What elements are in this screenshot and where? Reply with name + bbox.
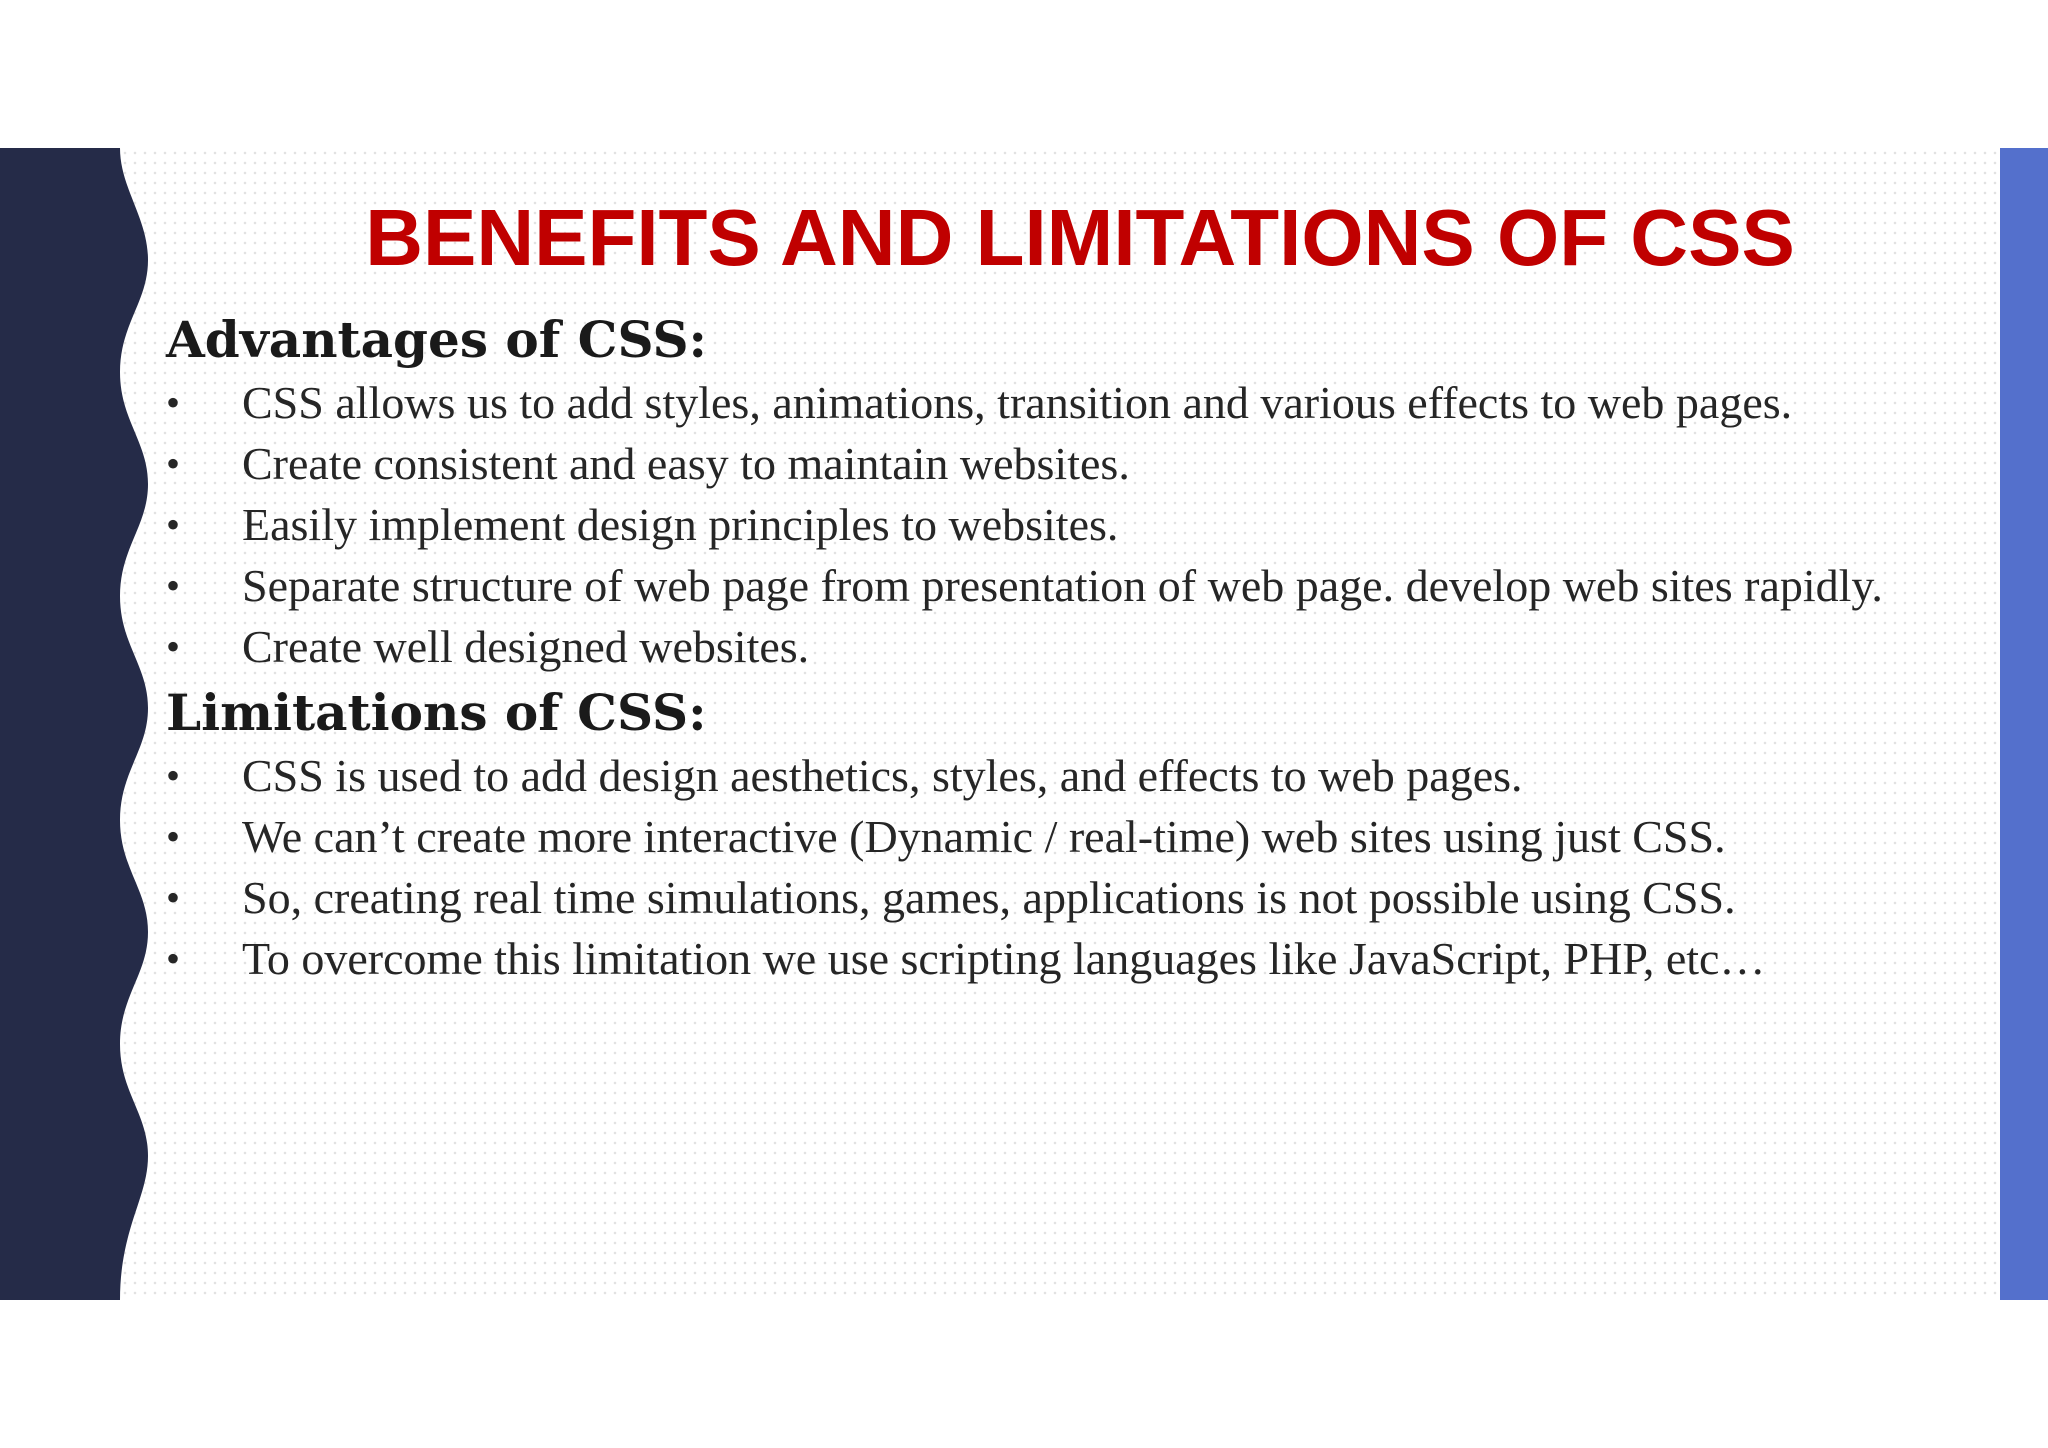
list-item-text: So, creating real time simulations, games, applications is not possible using CSS. (242, 872, 1736, 923)
advantages-section (166, 308, 1984, 677)
bullet-icon: • (166, 936, 181, 981)
bullet-icon: • (166, 814, 181, 859)
list-item (166, 494, 1984, 555)
slide-content (166, 308, 1984, 989)
limitations-section (166, 681, 1984, 989)
bullet-icon: • (166, 563, 181, 608)
slide (0, 148, 2048, 1300)
bullet-icon: • (166, 624, 181, 669)
bullet-icon: • (166, 380, 181, 425)
list-item (166, 372, 1984, 433)
advantages-list (166, 372, 1984, 677)
list-item-text: CSS allows us to add styles, animations, transition and various effects to web pages. (242, 377, 1793, 428)
slide-title: BENEFITS AND LIMITATIONS OF CSS (365, 193, 1795, 282)
list-item (166, 616, 1984, 677)
list-item (166, 555, 1984, 616)
list-item (166, 745, 1984, 806)
right-accent-band (2000, 148, 2048, 1300)
limitations-heading: Limitations of CSS: (166, 683, 707, 742)
list-item-text: Create consistent and easy to maintain websites. (242, 438, 1130, 489)
list-item-text: CSS is used to add design aesthetics, styles, and effects to web pages. (242, 750, 1523, 801)
list-item-text: To overcome this limitation we use scripting languages like JavaScript, PHP, etc… (242, 933, 1766, 984)
bullet-icon: • (166, 441, 181, 486)
list-item-text: Separate structure of web page from presentation of web page. develop web sites rapidly. (242, 560, 1883, 611)
bullet-icon: • (166, 502, 181, 547)
bullet-icon: • (166, 875, 181, 920)
wavy-left-band (0, 148, 160, 1300)
list-item (166, 433, 1984, 494)
list-item-text: We can’t create more interactive (Dynamic / real-time) web sites using just CSS. (242, 811, 1726, 862)
limitations-list (166, 745, 1984, 989)
bullet-icon: • (166, 753, 181, 798)
list-item-text: Easily implement design principles to websites. (242, 499, 1119, 550)
list-item (166, 806, 1984, 867)
list-item (166, 867, 1984, 928)
list-item (166, 928, 1984, 989)
advantages-heading: Advantages of CSS: (166, 310, 708, 369)
list-item-text: Create well designed websites. (242, 621, 810, 672)
